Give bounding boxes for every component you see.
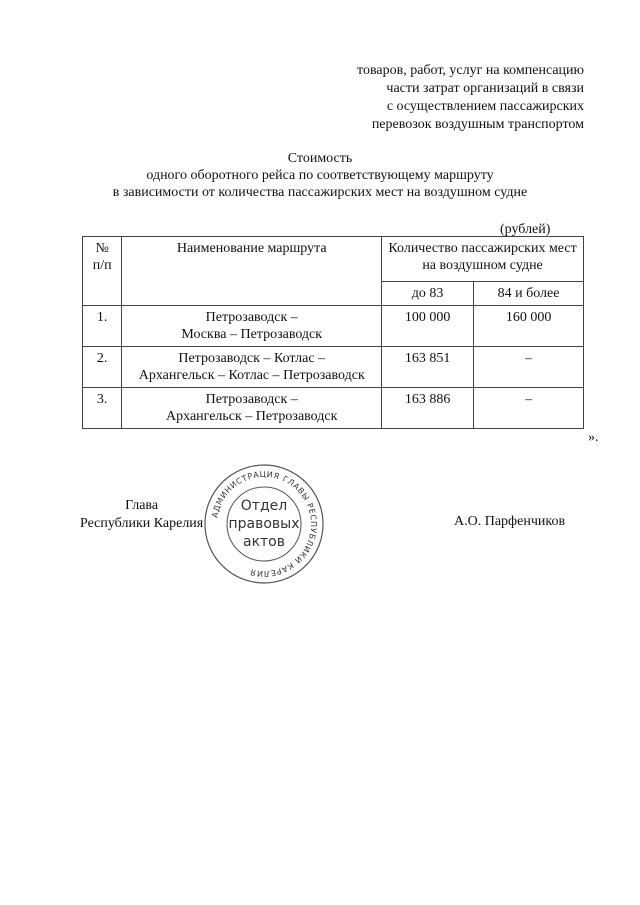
table-header-row (83, 237, 584, 282)
column-header-seats-under-83: до 83 (382, 282, 474, 306)
table-row (83, 347, 584, 388)
signatory-position-line1: Глава (125, 498, 159, 513)
signatory-position-line2: Республики Карелия (80, 516, 204, 531)
title-line: Стоимость (287, 151, 353, 166)
cost-84-plus: 160 000 (474, 306, 584, 347)
header-line: товаров, работ, услуг на компенсацию (357, 63, 584, 78)
title-line: одного оборотного рейса по соответствующему маршруту (146, 168, 494, 183)
stamp-center-line2: правовых (228, 516, 300, 532)
stamp-center-line1: Отдел (240, 498, 288, 514)
route-name: Петрозаводск – Котлас – Архангельск – Котлас – Петрозаводск (122, 347, 382, 388)
cost-under-83: 163 851 (382, 347, 474, 388)
table-row (83, 306, 584, 347)
column-header-number: № п/п (83, 237, 122, 306)
cost-84-plus: – (474, 347, 584, 388)
signatory-position (80, 497, 203, 533)
cost-under-83: 163 886 (382, 388, 474, 429)
column-header-route: Наименование маршрута (122, 237, 382, 306)
title-line: в зависимости от количества пассажирских мест на воздушном судне (112, 185, 528, 200)
column-header-seats: Количество пассажирских мест на воздушном судне (382, 237, 584, 282)
cost-under-83: 100 000 (382, 306, 474, 347)
header-line: перевозок воздушным транспортом (371, 117, 584, 132)
document-title (60, 150, 580, 201)
route-name: Петрозаводск – Архангельск – Петрозаводск (122, 388, 382, 429)
row-number: 2. (83, 347, 122, 388)
units-label: (рублей) (500, 222, 551, 237)
route-name: Петрозаводск – Москва – Петрозаводск (122, 306, 382, 347)
header-line: с осуществлением пассажирских (386, 99, 584, 114)
column-header-seats-84-plus: 84 и более (474, 282, 584, 306)
routes-table (82, 236, 584, 429)
stamp-ring-text: АДМИНИСТРАЦИЯ ГЛАВЫ РЕСПУБЛИКИ КАРЕЛИЯ (210, 469, 319, 579)
row-number: 3. (83, 388, 122, 429)
signatory-name: А.О. Парфенчиков (454, 514, 566, 529)
row-number: 1. (83, 306, 122, 347)
stamp-center-line3: актов (242, 534, 286, 550)
header-text (357, 62, 584, 134)
official-stamp (202, 462, 326, 586)
cost-84-plus: – (474, 388, 584, 429)
header-line: части затрат организаций в связи (386, 81, 584, 96)
table-row (83, 388, 584, 429)
closing-quote-mark: ». (588, 430, 599, 445)
